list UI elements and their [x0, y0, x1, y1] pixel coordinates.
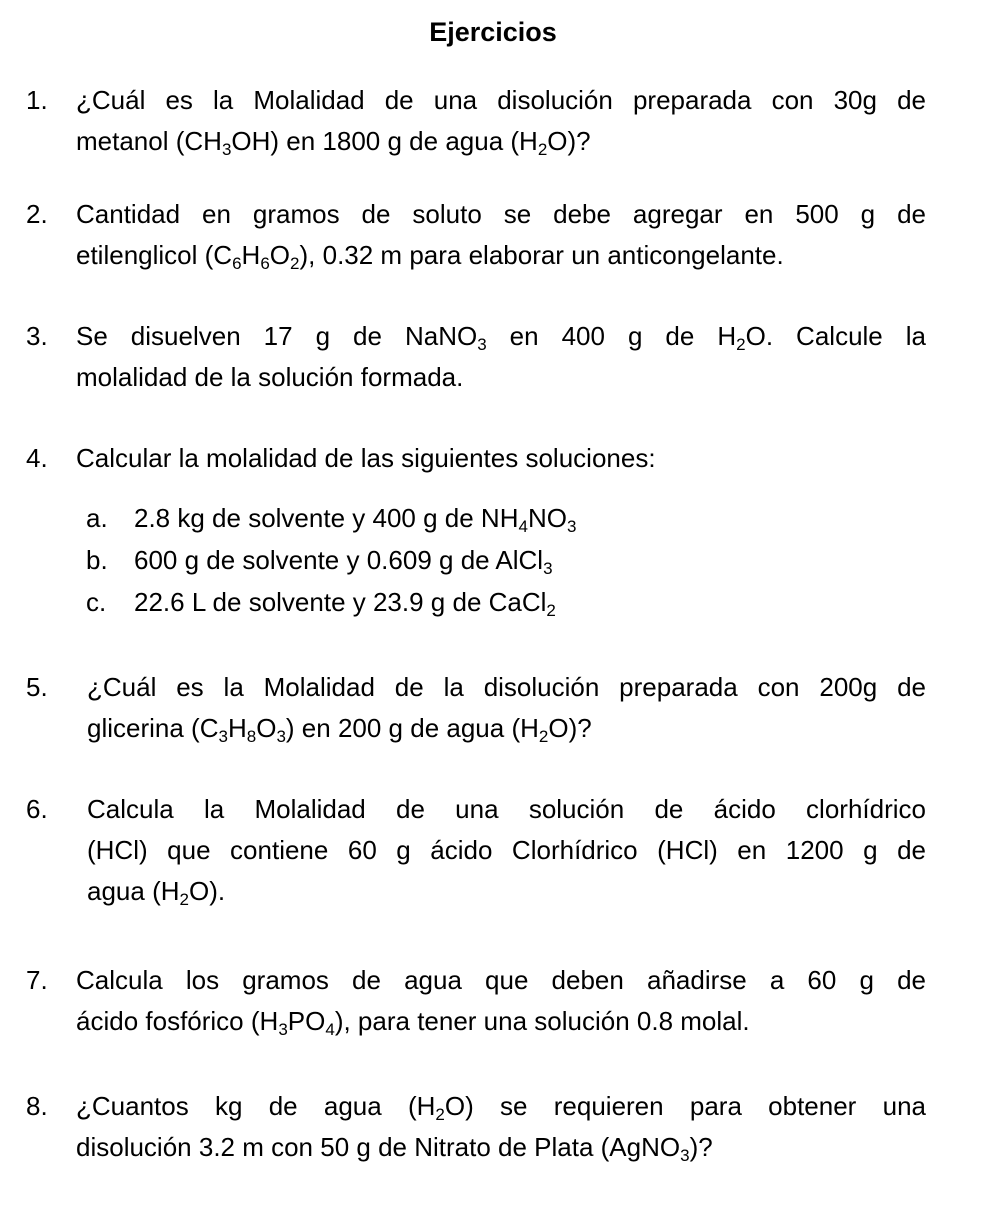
- option-text: 600 g de solvente y 0.609 g de AlCl$_3$: [134, 545, 553, 578]
- exercise-line: molalidad de la solución formada.: [76, 362, 464, 392]
- exercise-text: [76, 80, 926, 162]
- exercise-text: [76, 316, 926, 398]
- option-letter: a.: [86, 503, 108, 533]
- exercise-line: Cantidad en gramos de soluto se debe agregar en 500 g de: [76, 199, 926, 229]
- exercise-number: 8.: [26, 1091, 48, 1121]
- exercise-line: ácido fosfórico $(H_3PO_4)$, para tener una solución 0.8 molal.: [76, 1006, 750, 1039]
- exercise-line: disolución 3.2 m con 50 g de Nitrato de Plata (AgNO$_3$)?: [76, 1132, 713, 1165]
- exercise-number: 5.: [26, 672, 48, 702]
- exercise-line: metanol $(CH_3OH)$ en 1800 g de agua $(H_2O)$?: [76, 126, 591, 159]
- option-letter: c.: [86, 587, 107, 617]
- exercise-number: 3.: [26, 321, 48, 351]
- exercise-line: ¿Cuál es la Molalidad de una disolución preparada con 30g de: [76, 85, 926, 115]
- exercise-number: 1.: [26, 85, 48, 115]
- option-letter: b.: [86, 545, 108, 575]
- exercise-line: Calcula los gramos de agua que deben añadirse a 60 g de: [76, 965, 926, 995]
- exercise-line: agua $(H_2O)$.: [87, 876, 226, 909]
- option-text: 22.6 L de solvente y 23.9 g de CaCl$_2$: [134, 587, 556, 620]
- exercise-text: [76, 438, 926, 479]
- exercise-line: glicerina $(C_3H_8O_3)$ en 200 g de agua $(H_2O)$?: [87, 713, 592, 746]
- exercise-line: ¿Cuantos kg de agua $(H_2O)$ se requieren para obtener una: [76, 1091, 926, 1124]
- exercise-text: [87, 789, 926, 912]
- exercise-number: 6.: [26, 794, 48, 824]
- exercise-line: Calcula la Molalidad de una solución de ácido clorhídrico: [87, 794, 926, 824]
- exercise-text: [76, 1086, 926, 1168]
- exercise-number: 4.: [26, 443, 48, 473]
- option-text: 2.8 kg de solvente y 400 g de $NH_4NO_3$: [134, 503, 577, 536]
- exercise-text: [76, 960, 926, 1042]
- page-title: Ejercicios: [429, 17, 557, 47]
- exercise-line: Calcular la molalidad de las siguientes soluciones:: [76, 443, 656, 473]
- exercise-line: (HCl) que contiene 60 g ácido Clorhídrico (HCl) en 1200 g de: [87, 835, 926, 865]
- exercise-number: 2.: [26, 199, 48, 229]
- exercise-text: [76, 194, 926, 276]
- exercise-text: [87, 667, 926, 749]
- exercise-line: etilenglicol $(C_6H_6O_2)$, 0.32 m para elaborar un anticongelante.: [76, 240, 784, 273]
- exercise-line: ¿Cuál es la Molalidad de la disolución preparada con 200g de: [87, 672, 926, 702]
- exercise-line: Se disuelven 17 g de NaNO$_3$ en 400 g de $H_2O$. Calcule la: [76, 321, 927, 354]
- exercise-number: 7.: [26, 965, 48, 995]
